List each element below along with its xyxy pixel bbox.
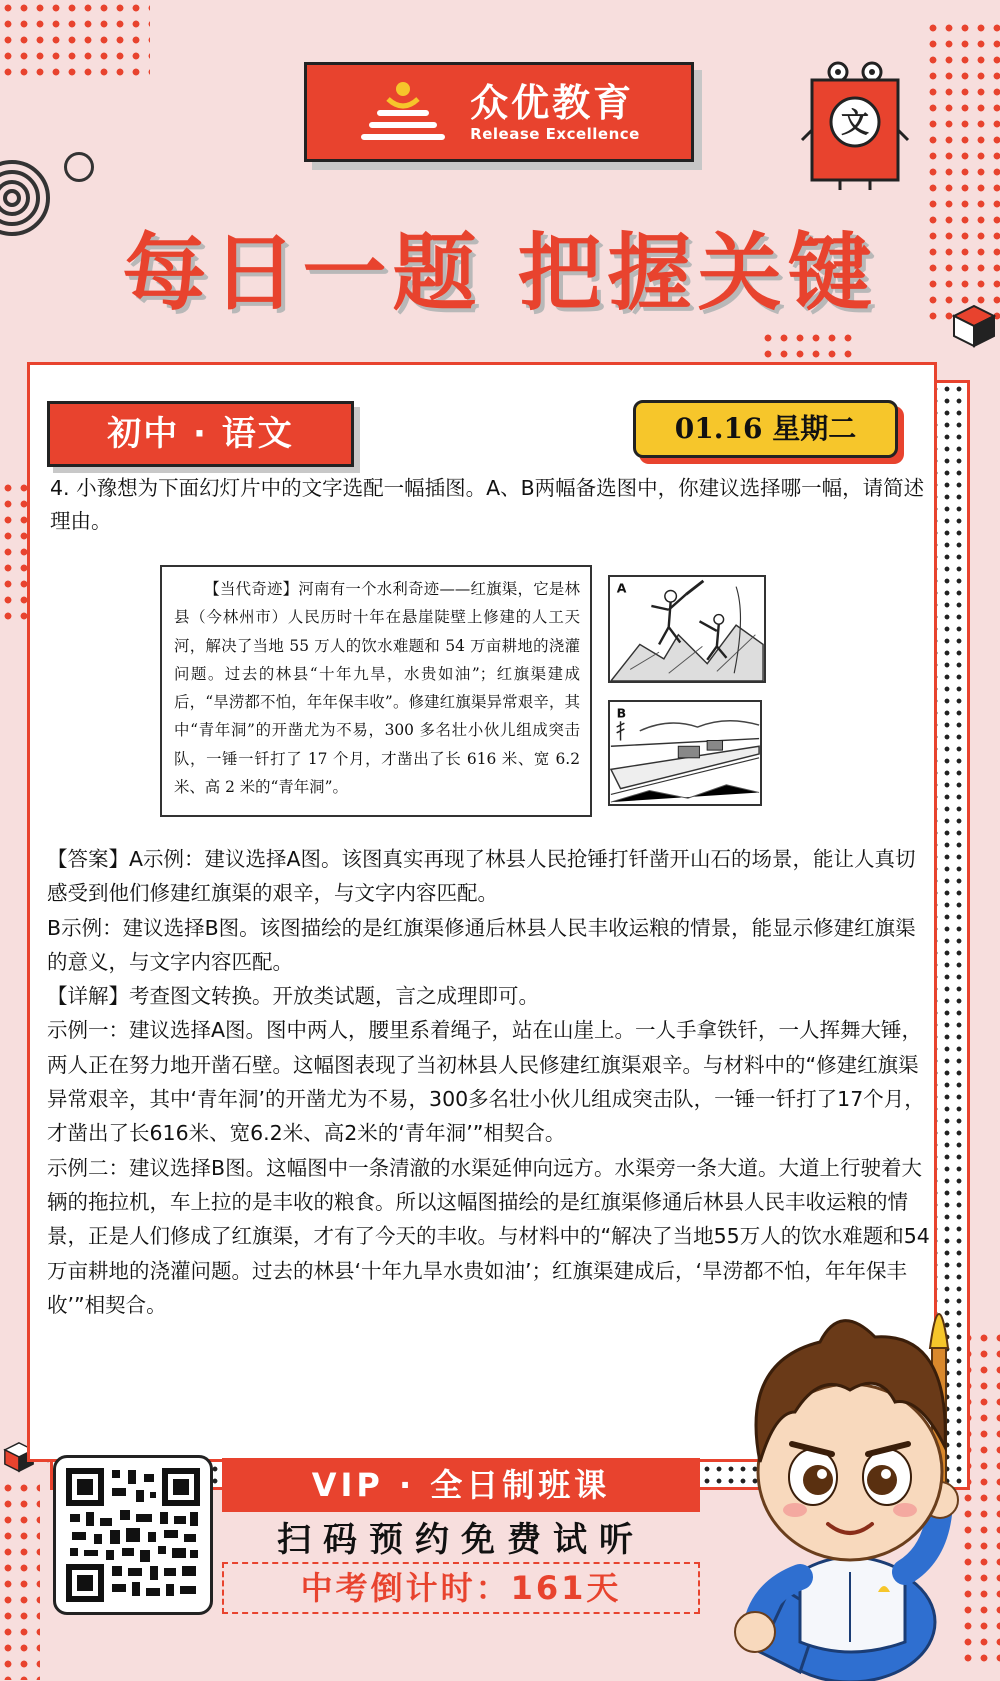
vip-banner: VIP · 全日制班课 (222, 1458, 700, 1512)
exam-countdown: 中考倒计时：161天 (222, 1562, 700, 1614)
date-tag: 01.16 星期二 (633, 400, 898, 458)
dot-pattern-top-left (0, 0, 150, 80)
brand-name-cn: 众优教育 (470, 81, 635, 125)
brand-name-en: Release Excellence (470, 125, 640, 143)
dot-pattern-left (0, 480, 30, 620)
subject-tag: 初中 · 语文 (47, 401, 354, 467)
slide-excerpt (160, 565, 592, 817)
qr-code-icon (66, 1468, 200, 1602)
figure-b-illustration (608, 700, 762, 806)
brand-logo (304, 62, 694, 162)
question-text: 4. 小豫想为下面幻灯片中的文字选配一幅插图。A、B两幅备选图中，你建议选择哪一幅，请简述理由。 (50, 476, 925, 533)
book-mascot-icon (800, 60, 910, 190)
dot-pattern-bottom-left (0, 1480, 40, 1680)
answer-paragraph: 【详解】考查图文转换。开放类试题，言之成理即可。 (47, 984, 539, 1009)
figure-a-illustration (608, 575, 766, 683)
cube-icon (950, 302, 998, 350)
figure-b-label: B (616, 705, 627, 721)
figure-a-label: A (616, 580, 627, 596)
logo-mark-icon (358, 77, 448, 147)
answer-paragraph: 示例二：建议选择B图。这幅图中一条清澈的水渠延伸向远方。水渠旁一条大道。大道上行驶着大辆的拖拉机，车上拉的是丰收的粮食。所以这幅图描绘的是红旗渠修通后林县人民丰收运粮的情景，正是人们修成了红旗渠，才有了今天的丰收。与材料中的“解决了当地55万人的饮水难题和54万亩耕地的浇灌问题。过去的林县‘十年九旱水贵如油’；红旗渠建成后，‘旱涝都不怕，年年保丰收’”相契合。 (47, 1155, 930, 1317)
mascot-char: 文 (840, 106, 870, 139)
ring-icon (64, 152, 94, 182)
answer-paragraph: B示例：建议选择B图。该图描绘的是红旗渠修通后林县人民丰收运粮的情景，能显示修建红旗渠的意义，与文字内容匹配。 (47, 915, 916, 974)
page-headline: 每日一题 把握关键 (122, 224, 878, 322)
trial-cta[interactable]: 扫码预约免费试听 (277, 1520, 645, 1560)
qr-code[interactable] (53, 1455, 213, 1615)
answer-paragraph: 【答案】A示例：建议选择A图。该图真实再现了林县人民抢锤打钎凿开山石的场景，能让人真切感受到他们修建红旗渠的艰辛，与文字内容匹配。 (47, 847, 916, 906)
answer-paragraph: 示例一：建议选择A图。图中两人，腰里系着绳子，站在山崖上。一人手拿铁钎，一人挥舞大锤，两人正在努力地开凿石壁。这幅图表现了当初林县人民修建红旗渠艰辛。与材料中的“修建红旗渠异常艰辛，其中‘青年洞’的开凿尤为不易，300多名壮小伙儿组成突击队，一锤一钎打了17个月，才凿出了长616米、宽6.2米、高2米的‘青年洞’”相契合。 (47, 1018, 925, 1146)
answer-section (47, 842, 932, 1322)
excerpt-text: 【当代奇迹】河南有一个水利奇迹——红旗渠，它是林县（今林州市）人民历时十年在悬崖陡壁上修建的人工天河，解决了当地 55 万人的饮水难题和 54 万亩耕地的浇灌问题。过去的林县“十年九旱，水贵如油”；红旗渠建成后，“旱涝都不怕，年年保丰收”。修建红旗渠异常艰辛，其中“青年洞”的开凿尤为不易，300 多名壮小伙儿组成突击队，一锤一钎打了 17 个月，才凿出了长 616 米、宽 6.2 米、高 2 米的“青年洞”。 (174, 580, 580, 797)
dot-pattern-card-top (760, 330, 860, 362)
mascot-boy-icon (700, 1272, 1000, 1681)
